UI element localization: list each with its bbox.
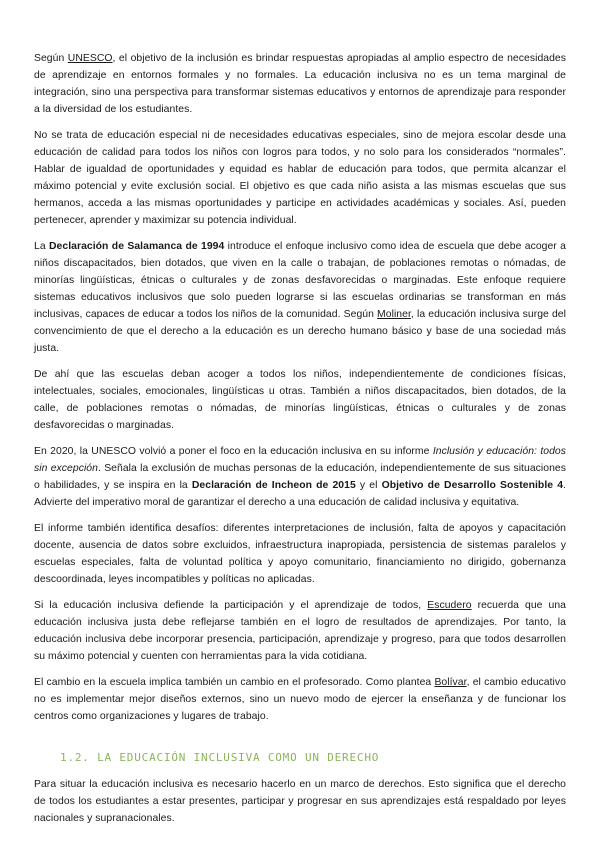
- sdg4: Objetivo de Desarrollo Sostenible 4: [381, 480, 564, 491]
- paragraph-4: De ahí que las escuelas deban acoger a todos los niños, independientemente de condiciones físicas, intelectuales, sociales, emocionales, lingüísticas u otras. También a niños discapacitados, bien dotados, de la calle, de poblaciones remotas o nómadas, de minorías lingüísticas, étnicas o culturales y de zonas desfavorecidas o marginadas.: [34, 369, 566, 431]
- text-run: Según: [34, 53, 68, 64]
- text-run: . Señala la exclusión de muchas personas de la educación, independientemente de sus situaciones o habilidades, y se inspira en la: [34, 463, 566, 491]
- salamanca-declaration: Declaración de Salamanca de 1994: [49, 241, 225, 252]
- text-run: , el cambio educativo no es implementar mejor diseños externos, sino un nuevo modo de ejercer la enseñanza y de funcionar los centros como organizaciones y lugares de trabajo.: [34, 677, 566, 722]
- escudero-link[interactable]: Escudero: [427, 600, 472, 611]
- text-run: , el objetivo de la inclusión es brindar respuestas apropiadas al amplio espectro de necesidades de aprendizaje en entornos formales y no formales. La educación inclusiva no es un tema marginal de integración, sino una perspectiva para transformar sistemas educativos y entornos de aprendizaje para responder a la diversidad de los estudiantes.: [34, 53, 567, 115]
- paragraph-8: [34, 674, 566, 725]
- moliner-link[interactable]: Moliner: [377, 309, 411, 320]
- text-run: Si la educación inclusiva defiende la participación y el aprendizaje de todos,: [34, 600, 428, 611]
- paragraph-6: El informe también identifica desafíos: diferentes interpretaciones de inclusión, falta de apoyos y capacitación docente, ausencia de datos sobre excluidos, infraestructura inapropiada, persistencia de sistemas paralelos y escuelas especiales, falta de voluntad política y apoyo comunitario, financiamiento no dirigido, gobernanza descoordinada, leyes incompatibles y políticas no aplicadas.: [34, 523, 566, 585]
- paragraph-9: Para situar la educación inclusiva es necesario hacerlo en un marco de derechos. Esto significa que el derecho de todos los estudiantes a estar presentes, participar y progresar en sus aprendizajes está respaldado por leyes nacionales y supranacionales.: [34, 779, 566, 824]
- text-run: En 2020, la UNESCO volvió a poner el foco en la educación inclusiva en su informe: [34, 446, 433, 457]
- text-run: y el: [355, 480, 382, 491]
- paragraph-7: [34, 597, 566, 665]
- text-run: recuerda que una educación inclusiva justa debe reflejarse también en el logro de resultados de aprendizajes. Por tanto, la educación inclusiva debe incorporar presencia, participación, aprendizaje y progreso, para que todos desarrollen su máximo potencial y cuenten con herramientas para la vida cotidiana.: [34, 600, 566, 662]
- incheon-declaration: Declaración de Incheon de 2015: [191, 480, 356, 491]
- text-run: La: [34, 241, 49, 252]
- paragraph-5: [34, 443, 566, 511]
- unesco-link[interactable]: UNESCO: [67, 53, 113, 64]
- paragraph-2: No se trata de educación especial ni de necesidades educativas especiales, sino de mejora escolar desde una educación de calidad para todos los niños con logros para todos, y no solo para los considerados “normales”. Hablar de igualdad de oportunidades y equidad es hablar de educación para todos, que permita alcanzar el máximo potencial y evite exclusión social. El objetivo es que cada niño asista a las mismas escuelas que sus hermanos, acceda a las mismas oportunidades y participe en actividades académicas y sociales. Así, pueden pertenecer, aprender y maximizar su potencia individual.: [34, 130, 566, 226]
- section-heading: 1.2. LA EDUCACIÓN INCLUSIVA COMO UN DERECHO: [60, 751, 380, 764]
- text-run: introduce el enfoque inclusivo como idea de escuela que debe acoger a niños discapacitados, bien dotados, que viven en la calle o trabajan, de poblaciones remotas o nómadas, de minorías lingüísticas, étnicas o culturales y de zonas desfavorecidas o marginadas. Este enfoque requiere sistemas educativos inclusivos que solo pueden lograrse si las escuelas ordinarias se transforman en más inclusivas, capaces de educar a todos los niños de la comunidad. Según: [34, 241, 566, 320]
- text-run: , la educación inclusiva surge del convencimiento de que el derecho a la educación es un derecho humano básico y base de una sociedad más justa.: [34, 309, 566, 354]
- text-run: . Advierte del imperativo moral de garantizar el derecho a una educación de calidad inclusiva y equitativa.: [34, 480, 566, 508]
- bolivar-link[interactable]: Bolívar: [434, 677, 467, 688]
- text-run: El cambio en la escuela implica también un cambio en el profesorado. Como plantea: [34, 677, 435, 688]
- document-page: [34, 50, 566, 836]
- report-title: Inclusión y educación: todos sin excepción: [34, 446, 566, 474]
- paragraph-1: [34, 50, 566, 118]
- paragraph-3: [34, 238, 566, 357]
